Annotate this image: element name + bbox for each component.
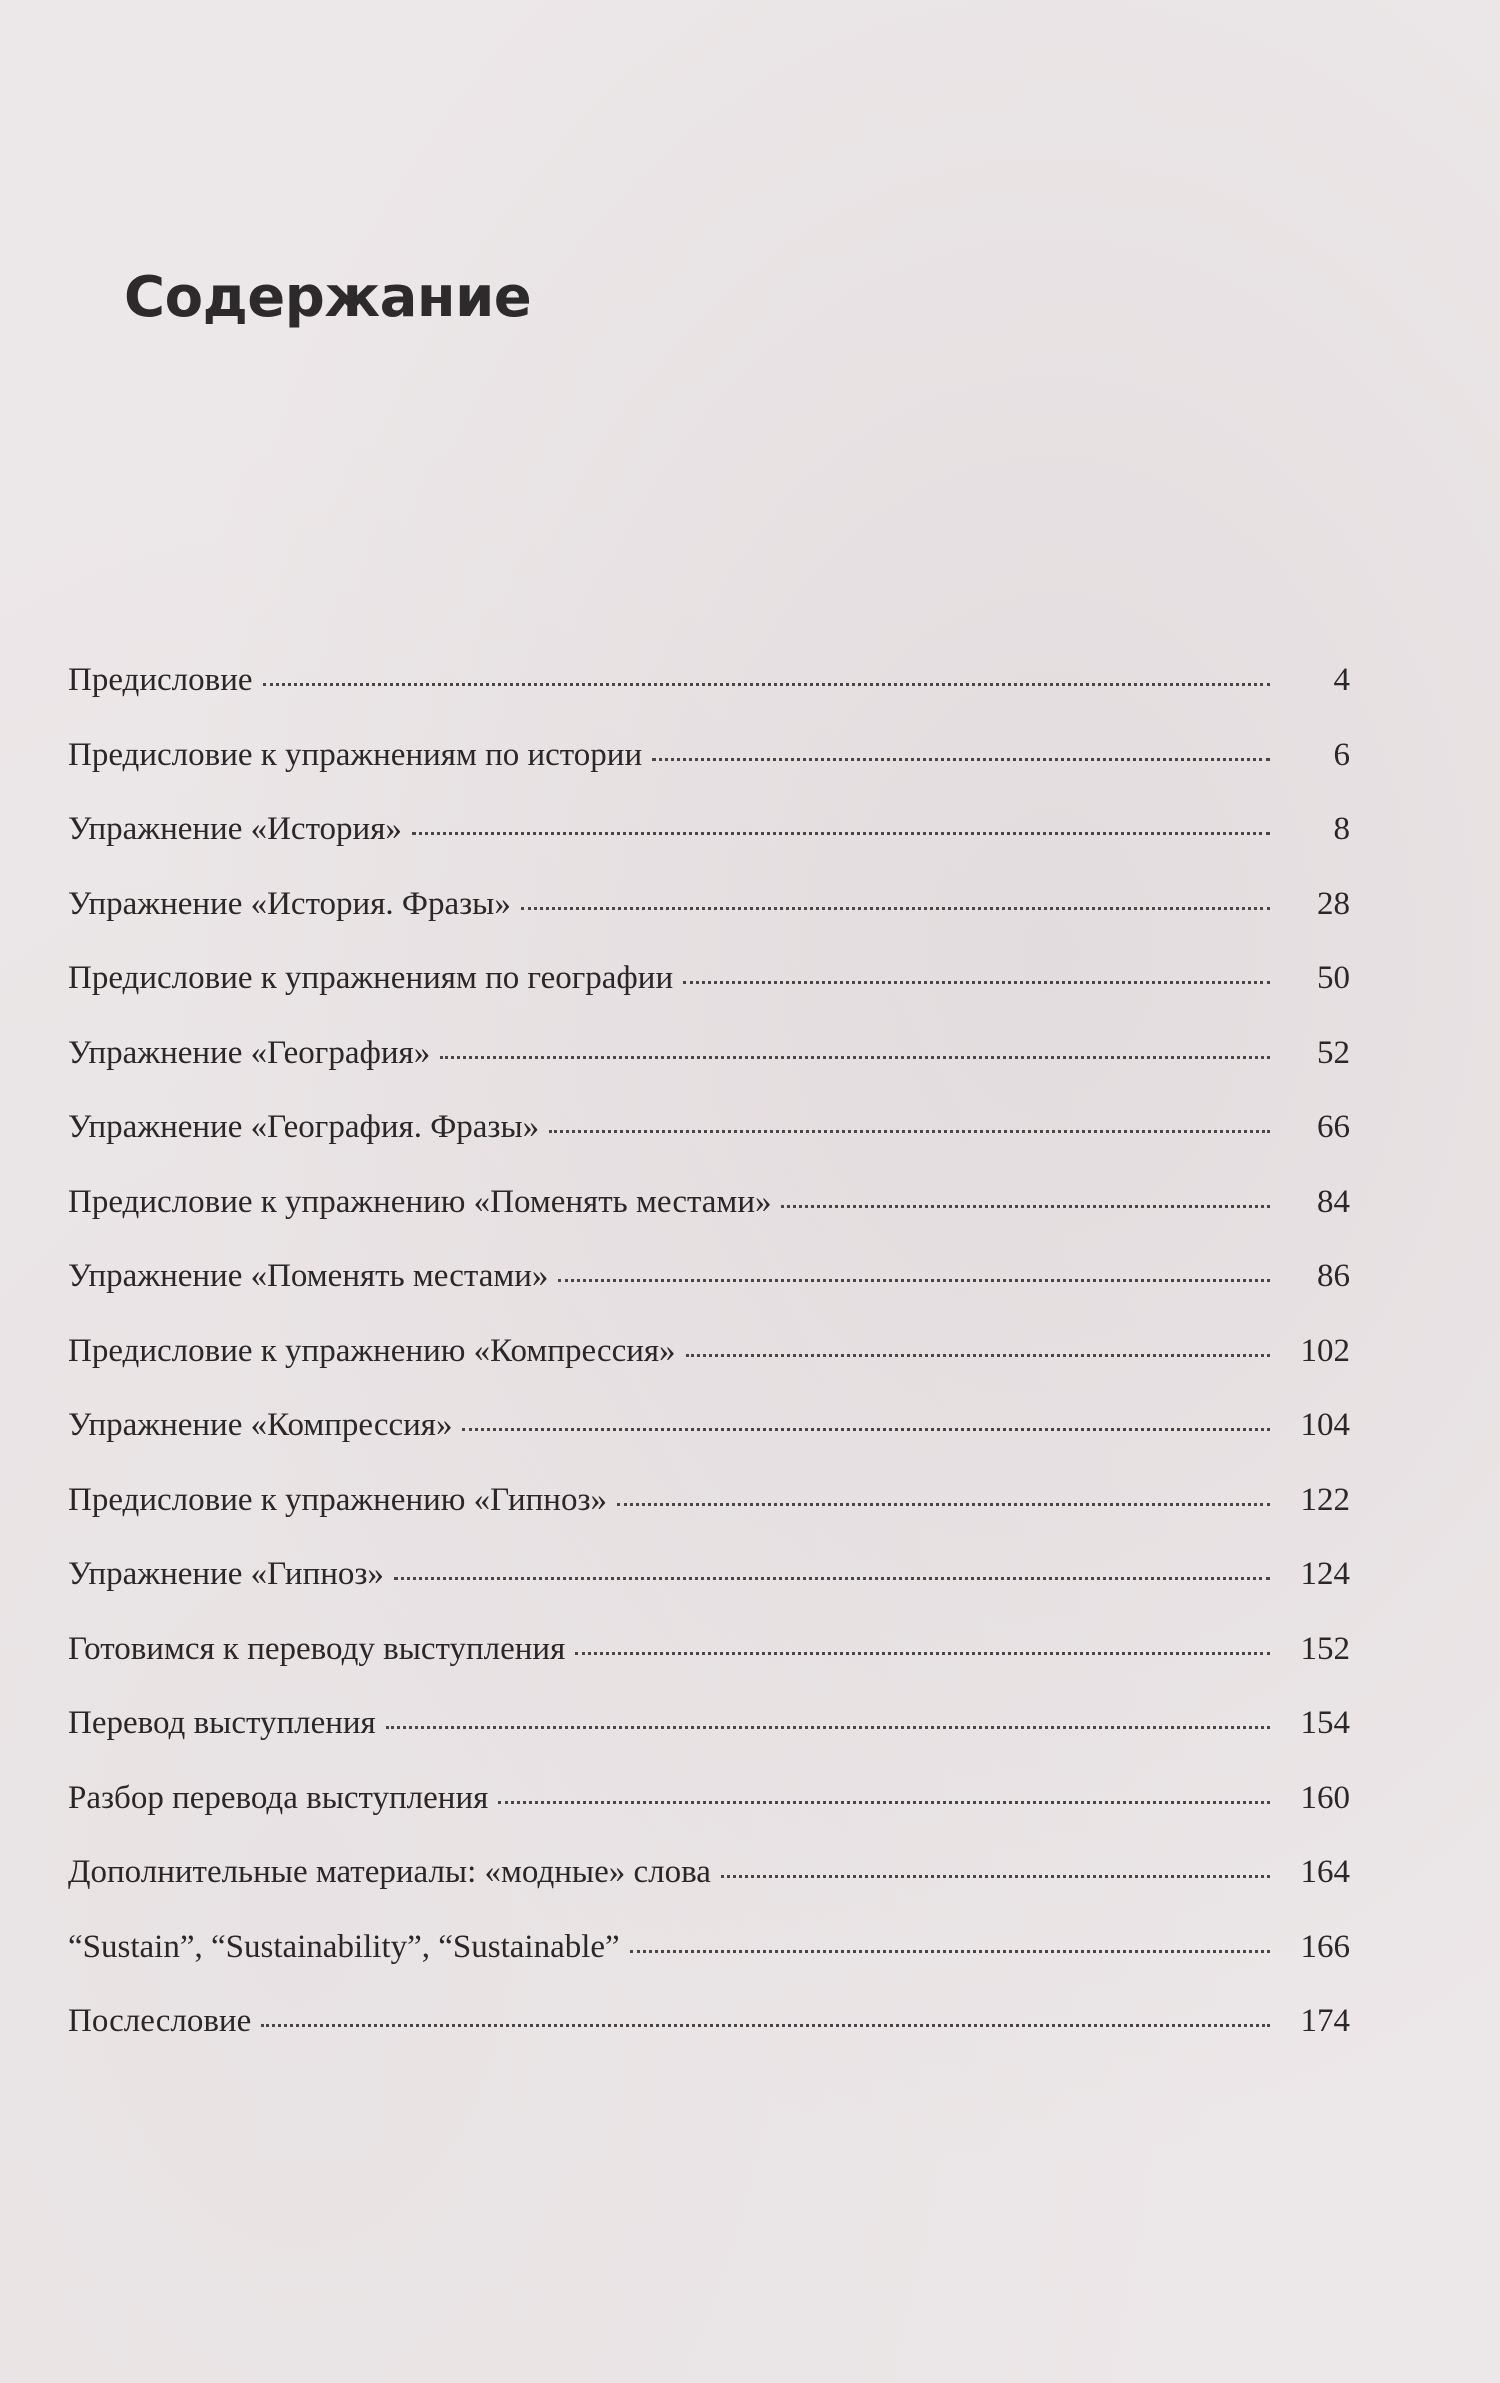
- toc-entry: [68, 1556, 1350, 1631]
- toc-entry-page: 154: [1300, 1705, 1350, 1741]
- toc-entry-label: Послесловие: [68, 2003, 252, 2039]
- dot-leader: [630, 1950, 1270, 1953]
- toc-entry-page: 8: [1333, 811, 1350, 847]
- dot-leader: [558, 1279, 1270, 1282]
- toc-entry-page: 104: [1300, 1407, 1350, 1443]
- toc-entry-label: Упражнение «История»: [68, 811, 402, 847]
- toc-entry-label: Готовимся к переводу выступления: [68, 1630, 566, 1667]
- toc-entry-page: 160: [1300, 1779, 1350, 1816]
- dot-leader: [683, 981, 1270, 984]
- toc-entry-label: Разбор перевода выступления: [68, 1779, 489, 1816]
- toc-entry: [68, 1780, 1350, 1855]
- toc-entry-page: 50: [1317, 960, 1350, 996]
- toc-entry: [68, 1109, 1350, 1184]
- dot-leader: [386, 1726, 1270, 1729]
- toc-entry: [68, 1631, 1350, 1706]
- toc-entry-page: 84: [1317, 1183, 1350, 1220]
- toc-entry: [68, 1854, 1350, 1929]
- dot-leader: [521, 907, 1270, 910]
- dot-leader: [686, 1354, 1270, 1357]
- dot-leader: [263, 683, 1271, 686]
- dot-leader: [462, 1428, 1270, 1431]
- dot-leader: [549, 1130, 1270, 1133]
- dot-leader: [652, 758, 1270, 761]
- toc-entry: [68, 1333, 1350, 1408]
- table-of-contents: [68, 662, 1350, 2078]
- toc-entry-label: Предисловие к упражнению «Гипноз»: [68, 1481, 608, 1518]
- toc-entry-page: 166: [1300, 1928, 1350, 1965]
- toc-entry-label: Предисловие: [68, 662, 253, 698]
- toc-entry-page: 52: [1317, 1034, 1350, 1071]
- dot-leader: [498, 1801, 1270, 1804]
- toc-entry-label: Предисловие к упражнению «Компрессия»: [68, 1332, 676, 1369]
- toc-entry-page: 122: [1300, 1481, 1350, 1518]
- toc-entry-label: Упражнение «География. Фразы»: [68, 1109, 540, 1145]
- toc-entry: [68, 737, 1350, 812]
- toc-entry: [68, 1705, 1350, 1780]
- dot-leader: [721, 1875, 1270, 1878]
- toc-entry: [68, 2003, 1350, 2078]
- toc-entry-page: 86: [1317, 1258, 1350, 1294]
- toc-entry: [68, 1184, 1350, 1259]
- toc-entry-label: Упражнение «Компрессия»: [68, 1407, 453, 1443]
- toc-entry-page: 164: [1300, 1854, 1350, 1890]
- toc-entry-label: Перевод выступления: [68, 1705, 376, 1741]
- page-title: Содержание: [124, 265, 532, 330]
- dot-leader: [617, 1503, 1270, 1506]
- toc-entry: [68, 1482, 1350, 1557]
- dot-leader: [261, 2024, 1270, 2027]
- toc-entry-page: 4: [1333, 662, 1350, 698]
- dot-leader: [394, 1577, 1270, 1580]
- toc-entry-label: Предисловие к упражнениям по географии: [68, 960, 674, 996]
- toc-entry-page: 28: [1317, 885, 1350, 922]
- toc-entry-label: Предисловие к упражнению «Поменять местами»: [68, 1183, 772, 1220]
- toc-entry: [68, 1035, 1350, 1110]
- toc-entry-page: 174: [1300, 2003, 1350, 2039]
- toc-entry-page: 124: [1300, 1556, 1350, 1592]
- dot-leader: [781, 1205, 1270, 1208]
- toc-entry-label: Предисловие к упражнениям по истории: [68, 736, 643, 773]
- toc-entry-page: 102: [1300, 1332, 1350, 1369]
- toc-entry: [68, 662, 1350, 737]
- toc-entry-label: Дополнительные материалы: «модные» слова: [68, 1854, 711, 1890]
- dot-leader: [440, 1056, 1270, 1059]
- toc-entry: [68, 1407, 1350, 1482]
- toc-entry-label: Упражнение «История. Фразы»: [68, 885, 511, 922]
- toc-entry: [68, 811, 1350, 886]
- dot-leader: [575, 1652, 1270, 1655]
- toc-entry: [68, 886, 1350, 961]
- toc-entry-page: 6: [1333, 736, 1350, 773]
- toc-entry-page: 66: [1317, 1109, 1350, 1145]
- toc-entry: [68, 1929, 1350, 2004]
- toc-entry-label: Упражнение «Поменять местами»: [68, 1258, 549, 1294]
- toc-entry: [68, 1258, 1350, 1333]
- toc-entry-label: “Sustain”, “Sustainability”, “Sustainable”: [68, 1928, 620, 1965]
- toc-entry-page: 152: [1300, 1630, 1350, 1667]
- dot-leader: [412, 832, 1270, 835]
- toc-entry: [68, 960, 1350, 1035]
- toc-entry-label: Упражнение «Гипноз»: [68, 1556, 384, 1592]
- toc-entry-label: Упражнение «География»: [68, 1034, 431, 1071]
